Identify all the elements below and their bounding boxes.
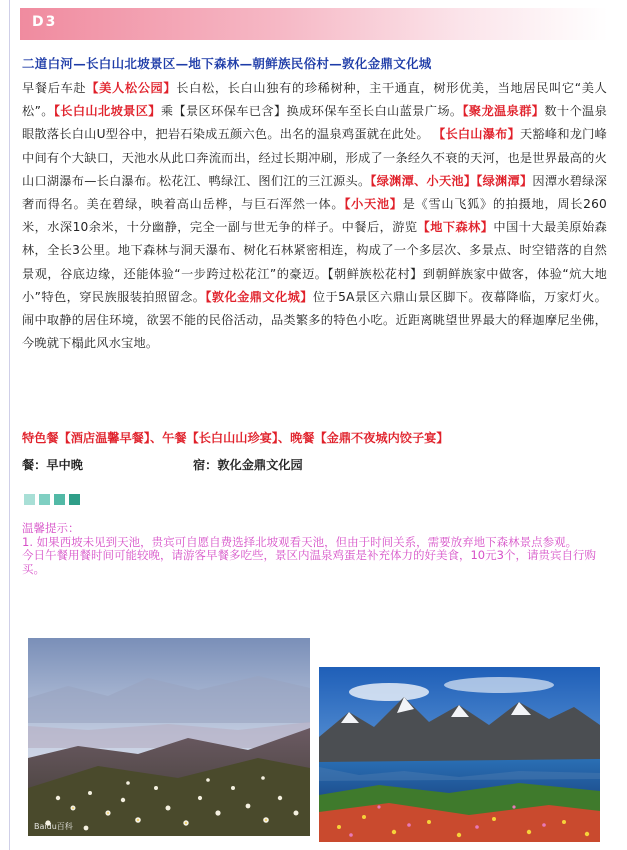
highlighted-place-name: 【长白山北坡景区】 — [53, 104, 161, 119]
paragraph-text: 乘【景区环保车已含】换成环保车至长白山蓝景广场。 — [160, 104, 463, 119]
day-header-bar — [20, 8, 608, 40]
day-label: D3 — [32, 14, 58, 30]
paragraph-text: 天豁峰和龙门峰中间有个大缺口，天池水从此口奔流而出，经过长期冲刷，形成了一条经久不衰的天河，也是世界最高的火山口湖瀑布—长白瀑布。松花江、鸭绿江、图们江的三江源头。 — [22, 127, 607, 188]
divider-dot — [39, 494, 50, 505]
heaven-lake-photo — [319, 667, 600, 842]
highlighted-place-name: 【绿渊潭、小天池】【绿渊潭】 — [370, 173, 533, 188]
paragraph-text: 因潭水碧绿深奢而得名。美在碧绿，映着高山岳桦，与巨石浑然一体。 — [22, 173, 607, 212]
photo-watermark: Baidu百科 — [34, 822, 73, 831]
meals-info: 餐：早中晚 — [22, 458, 83, 472]
paragraph-text: 是《雪山飞狐》的拍摄地，周长260米，水深10余米，十分幽静，完全一副与世无争的样子。中餐后，游览 — [22, 197, 607, 235]
divider-dot — [54, 494, 65, 505]
divider-dot — [24, 494, 35, 505]
highlighted-place-name: 【长白山瀑布】 — [433, 127, 521, 142]
tips-box — [22, 522, 607, 576]
paragraph-text: 长白松，长白山独有的珍稀树种，主干通直，树形优美，当地居民叫它“美人松”。 — [22, 81, 607, 119]
paragraph-text: 数十个温泉眼散落长白山U型谷中，把岩石染成五颜六色。出名的温泉鸡蛋就在此处。 — [22, 104, 607, 142]
highlighted-place-name: 【聚龙温泉群】 — [462, 104, 545, 119]
special-meals-line: 特色餐【酒店温馨早餐】、午餐【长白山山珍宴】、晚餐【金鼎不夜城内饺子宴】 — [22, 431, 449, 445]
paragraph-text: 位于5A景区六鼎山景区脚下。夜幕降临，万家灯火。闹中取静的居住环境，欲罢不能的民俗活动，品类繁多的特色小吃。近距离眺望世界最大的释迦摩尼坐佛，今晚就下榻此风水宝地。 — [22, 289, 607, 351]
highlighted-place-name: 【小天池】 — [344, 197, 403, 212]
tips-line-1: 1. 如果西坡未见到天池，贵宾可自愿自费选择北坡观看天池，但由于时间关系，需要放弃地下森林景点参观。 — [22, 534, 578, 549]
itinerary-paragraph — [22, 77, 607, 355]
paragraph-text: 中国十大最美原始森林，全长3公里。地下森林与洞天瀑布、树化石林紧密相连，构成了一个多层次、多景点、时空错落的自然景观，谷底边缘，还能体验“一步跨过松花江”的豪迈。【朝鲜族松花村】到朝鲜族家中做客，体验“炕大地小”特色，穿民族服装拍照留念。 — [22, 220, 607, 304]
highlighted-place-name: 【敦化金鼎文化城】 — [205, 289, 313, 304]
snowy-mountain-flowers-photo — [28, 638, 310, 836]
route-title: 二道白河—长白山北坡景区—地下森林—朝鲜族民俗村—敦化金鼎文化城 — [22, 56, 432, 71]
tips-line-2: 今日午餐用餐时间可能较晚，请游客早餐多吃些，景区内温泉鸡蛋是补充体力的好美食，10元3个，请贵宾自行购买。 — [22, 548, 596, 576]
divider-dot — [69, 494, 80, 505]
highlighted-place-name: 【地下森林】 — [417, 220, 494, 235]
hotel-info: 宿：敦化金鼎文化园 — [193, 458, 303, 472]
tips-title: 温馨提示： — [22, 521, 80, 535]
highlighted-place-name: 【美人松公园】 — [86, 81, 177, 95]
paragraph-text: 早餐后车赴 — [22, 81, 87, 95]
